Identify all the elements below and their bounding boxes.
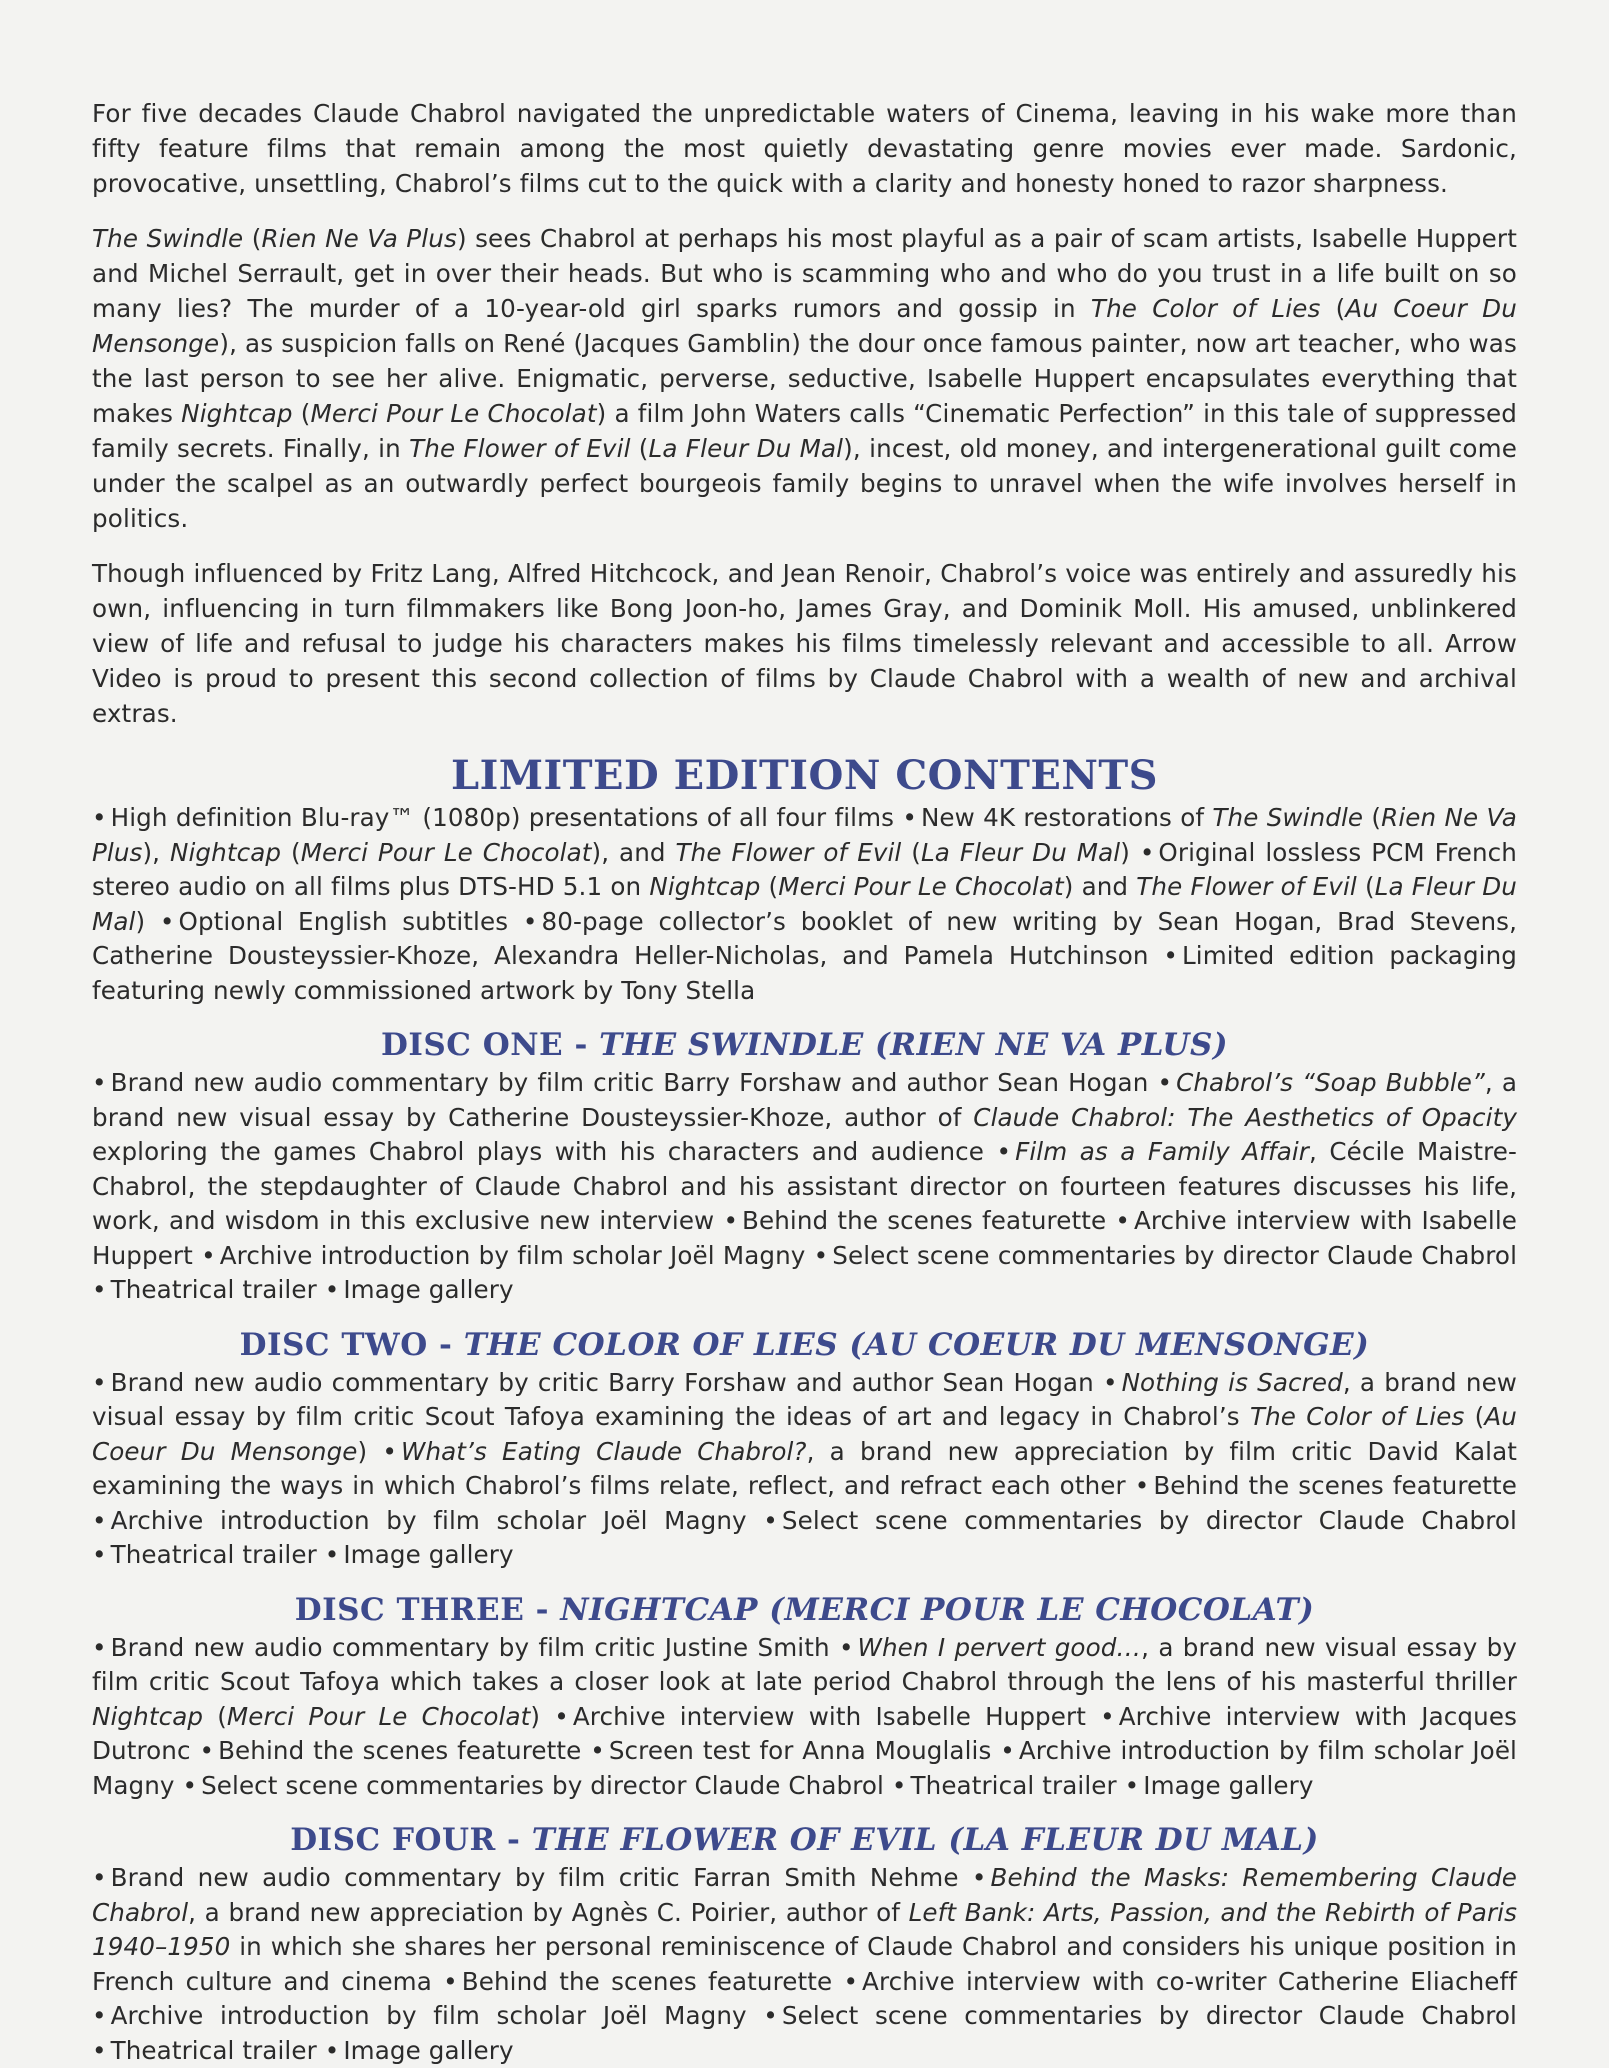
- text-run: Archive interview with Jacques Dutronc: [92, 1701, 1517, 1765]
- italic-text: Merci Pour Le Chocolat: [310, 399, 597, 428]
- italic-text: The Flower of Evil: [675, 837, 902, 867]
- italic-text: Merci Pour Le Chocolat: [226, 1701, 531, 1731]
- text-run: (: [630, 434, 649, 463]
- text-run: (: [281, 837, 301, 867]
- text-run: exploring the games Chabrol plays with his characters and audience: [92, 1137, 985, 1166]
- bullet-icon: •: [382, 1436, 398, 1466]
- list-item: [892, 1771, 1117, 1800]
- text-run: ) a film John Waters calls “Cinematic Perfection” in this tale of suppressed family secrets. Finally, in: [92, 399, 1517, 463]
- italic-text: Nightcap: [649, 872, 761, 901]
- italic-text: Nightcap: [92, 1701, 204, 1731]
- bullet-icon: •: [1134, 1471, 1150, 1500]
- bullet-icon: •: [201, 1240, 216, 1270]
- list-item: [92, 1275, 317, 1304]
- section-title-disc1: [92, 1026, 1517, 1064]
- text-run: ), as suspicion falls on René (Jacques Gamblin) the dour once famous painter, now art teacher, who was the last person to see her alive. Enigmatic, perverse, seductive, Isabelle Huppert encapsulates everything that makes: [92, 329, 1517, 428]
- list-item: [201, 1241, 805, 1270]
- bullet-icon: •: [838, 1632, 854, 1662]
- italic-text: The Swindle: [92, 224, 244, 253]
- text-run: Theatrical trailer: [110, 1275, 317, 1304]
- italic-text: La Fleur Du Mal: [92, 872, 1517, 936]
- italic-text: The Flower of Evil: [409, 434, 631, 463]
- text-run: Brand new audio commentary by film critic Justine Smith: [110, 1632, 830, 1662]
- text-run: Archive introduction by film scholar Joël Magny: [110, 1505, 747, 1535]
- text-run: Archive interview with Isabelle Huppert: [92, 1206, 1518, 1270]
- list-item: [92, 1863, 959, 1892]
- italic-text: La Fleur Du Mal: [648, 434, 844, 463]
- text-run: , Cécile Maistre-Chabrol, the stepdaughter of Claude Chabrol and his assistant director on fourteen features discusses his life, work, and wisdom in this exclusive new interview: [92, 1137, 1517, 1235]
- bullet-icon: •: [92, 1540, 107, 1569]
- list-item: [763, 2001, 1517, 2030]
- text-run: (: [1320, 294, 1346, 323]
- section-title-text: DISC TWO -: [239, 1326, 464, 1363]
- text-run: Brand new audio commentary by film critic Farran Smith Nehme: [110, 1863, 959, 1892]
- text-run: Image gallery: [343, 2035, 514, 2065]
- list-item: [723, 1206, 1106, 1235]
- section-list-limited: [92, 801, 1517, 1008]
- text-run: ): [530, 1701, 541, 1731]
- text-run: ): [135, 906, 146, 936]
- list-item: [92, 2001, 747, 2030]
- text-run: ) sees Chabrol at perhaps his most playful as a pair of scam artists, Isabelle Huppert and Michel Serrault, get in over their heads. But who is scamming who and who do you trust in a life built on so many lies? The murder of a 10-year-old girl sparks rumors and gossip in: [92, 224, 1517, 323]
- section-title-disc2: [92, 1326, 1517, 1364]
- text-run: Behind the scenes featurette: [742, 1206, 1107, 1235]
- text-run: Theatrical trailer: [910, 1770, 1117, 1800]
- bullet-icon: •: [443, 1966, 458, 1996]
- bullet-icon: •: [996, 1137, 1012, 1166]
- list-item: [92, 1506, 747, 1535]
- bullet-icon: •: [92, 1632, 107, 1662]
- section-title-text: THE FLOWER OF EVIL (LA FLEUR DU MAL): [531, 1822, 1319, 1858]
- section-title-text: THE COLOR OF LIES (AU COEUR DU MENSONGE): [463, 1326, 1370, 1363]
- bullet-icon: •: [902, 803, 917, 832]
- text-run: ): [1120, 837, 1130, 867]
- contents-sections: [92, 753, 1517, 2068]
- italic-text: Claude Chabrol: The Aesthetics of Opacity: [973, 1102, 1517, 1132]
- list-item: [1135, 1471, 1517, 1500]
- bullet-icon: •: [843, 1966, 859, 1996]
- italic-text: Nothing is Sacred: [1121, 1367, 1343, 1397]
- section-title-text: NIGHTCAP (MERCI POUR LE CHOCOLAT): [560, 1591, 1315, 1628]
- text-run: (: [901, 837, 921, 867]
- text-run: Limited edition packaging featuring newly commissioned artwork by Tony Stella: [92, 941, 1517, 1005]
- bullet-icon: •: [723, 1206, 739, 1235]
- section-title-text: DISC ONE -: [380, 1027, 600, 1063]
- text-run: (: [243, 224, 262, 253]
- text-run: Archive introduction by film scholar Joël Magny: [92, 1736, 1517, 1800]
- list-item: [763, 1506, 1517, 1535]
- text-run: Theatrical trailer: [110, 2035, 317, 2065]
- list-item: [325, 1540, 514, 1569]
- intro-paragraph-1: For five decades Claude Chabrol navigated the unpredictable waters of Cinema, leaving in his wake more than fifty feature films that remain among the most quietly devastating genre movies ever made. Sardonic, provocative, unsettling, Chabrol’s films cut to the quick with a clarity and honesty honed to razor sharpness.: [92, 99, 1517, 198]
- list-item: [1125, 1771, 1314, 1800]
- bullet-icon: •: [92, 1367, 107, 1397]
- text-run: 80-page collector’s booklet of new writing by Sean Hogan, Brad Stevens, Catherine Dousteyssier-Khoze, Alexandra Heller-Nicholas, and Pamela Hutchinson: [92, 906, 1518, 970]
- italic-text: What’s Eating Claude Chabrol?: [401, 1436, 807, 1466]
- intro-paragraph-2: [92, 221, 1517, 536]
- bullet-icon: •: [92, 2035, 107, 2065]
- bullet-icon: •: [92, 803, 107, 832]
- text-run: , a brand new visual essay by film critic Scout Tafoya examining the ideas of art and legacy in Chabrol’s: [92, 1367, 1518, 1431]
- section-title-text: THE SWINDLE (RIEN NE VA PLUS): [599, 1027, 1228, 1063]
- list-item: [92, 1633, 830, 1662]
- bullet-icon: •: [92, 2001, 107, 2030]
- text-run: Brand new audio commentary by film critic Barry Forshaw and author Sean Hogan: [110, 1068, 1149, 1097]
- text-run: Screen test for Anna Mouglalis: [608, 1736, 992, 1765]
- bullet-icon: •: [1100, 1701, 1115, 1731]
- section-title-limited: [92, 753, 1517, 799]
- italic-text: Rien Ne Va Plus: [261, 224, 457, 253]
- text-run: Archive introduction by film scholar Joël Magny: [110, 2001, 747, 2030]
- italic-text: Behind the Masks: Remembering Claude Chabrol: [92, 1863, 1518, 1927]
- section-title-text: LIMITED EDITION CONTENTS: [450, 752, 1159, 799]
- list-item: [182, 1771, 884, 1800]
- italic-text: Chabrol’s “Soap Bubble”: [1176, 1068, 1485, 1097]
- bullet-icon: •: [92, 1275, 107, 1304]
- list-item: [92, 1368, 1094, 1397]
- text-run: (: [1356, 872, 1375, 901]
- italic-text: The Swindle: [1212, 803, 1364, 832]
- text-run: ): [357, 1436, 368, 1466]
- bullet-icon: •: [1000, 1736, 1015, 1765]
- list-item: [92, 1068, 1148, 1097]
- section-title-disc4: [92, 1821, 1517, 1859]
- text-run: Select scene commentaries by director Claude Chabrol: [832, 1240, 1517, 1270]
- list-item: [92, 2036, 317, 2065]
- bullet-icon: •: [1157, 1068, 1173, 1097]
- text-run: ), and: [591, 837, 676, 867]
- bullet-icon: •: [92, 1068, 107, 1097]
- text-run: , a brand new visual essay by film critic Scout Tafoya which takes a closer look at late period Chabrol through the lens of his masterful thriller: [92, 1632, 1517, 1696]
- bullet-icon: •: [159, 906, 175, 936]
- italic-text: Au Coeur Du Mensonge: [92, 294, 1517, 358]
- list-item: [160, 907, 508, 936]
- text-run: Optional English subtitles: [178, 906, 509, 936]
- section-list-disc3: [92, 1631, 1517, 1804]
- text-run: Image gallery: [343, 1275, 514, 1304]
- bullet-icon: •: [1139, 837, 1155, 867]
- bullet-icon: •: [590, 1736, 605, 1765]
- italic-text: Rien Ne Va Plus: [92, 803, 1517, 867]
- text-run: New 4K restorations of: [920, 803, 1213, 832]
- text-run: (: [292, 399, 311, 428]
- text-run: Image gallery: [343, 1540, 514, 1569]
- section-list-disc2: [92, 1366, 1517, 1573]
- text-run: Behind the scenes featurette: [461, 1966, 833, 1996]
- bullet-icon: •: [1102, 1367, 1118, 1397]
- section-list-disc4: [92, 1861, 1517, 2068]
- section-title-text: DISC THREE -: [294, 1591, 561, 1628]
- list-item: [325, 2036, 514, 2065]
- text-run: Select scene commentaries by director Claude Chabrol: [201, 1770, 884, 1800]
- bullet-icon: •: [554, 1701, 569, 1731]
- text-run: Archive interview with co-writer Catherine Eliacheff: [862, 1966, 1518, 1996]
- list-item: [199, 1736, 581, 1765]
- text-run: Behind the scenes featurette: [1153, 1471, 1517, 1500]
- text-run: Brand new audio commentary by critic Barry Forshaw and author Sean Hogan: [110, 1367, 1094, 1397]
- italic-text: The Flower of Evil: [1136, 872, 1357, 901]
- section-title-text: DISC FOUR -: [290, 1822, 532, 1858]
- text-run: ),: [142, 837, 170, 867]
- bullet-icon: •: [763, 1505, 778, 1535]
- italic-text: Nightcap: [170, 837, 282, 867]
- text-run: ) and: [1063, 872, 1137, 901]
- bullet-icon: •: [324, 2035, 340, 2065]
- bullet-icon: •: [813, 1240, 829, 1270]
- text-run: (: [1464, 1402, 1485, 1431]
- bullet-icon: •: [971, 1863, 987, 1892]
- italic-text: La Fleur Du Mal: [921, 837, 1121, 867]
- text-run: High definition Blu-ray™ (1080p) presentations of all four films: [110, 803, 895, 832]
- text-run: Archive introduction by film scholar Joël Magny: [219, 1240, 806, 1270]
- italic-text: Nightcap: [181, 399, 293, 428]
- list-item: [590, 1736, 991, 1765]
- bullet-icon: •: [1124, 1770, 1140, 1800]
- text-run: (: [1363, 803, 1382, 832]
- list-item: [92, 1540, 317, 1569]
- text-run: Original lossless PCM French stereo audio on all films plus DTS-HD 5.1 on: [92, 837, 1517, 901]
- bullet-icon: •: [199, 1736, 215, 1765]
- italic-text: Merci Pour Le Chocolat: [300, 837, 592, 867]
- text-run: , a brand new appreciation by film critic David Kalat examining the ways in which Chabrol’s films relate, reflect, and refract each other: [92, 1436, 1517, 1500]
- list-item: [443, 1967, 832, 1996]
- text-run: Behind the scenes featurette: [218, 1736, 582, 1765]
- list-item: [554, 1702, 1086, 1731]
- text-run: Theatrical trailer: [110, 1540, 317, 1569]
- text-run: ), incest, old money, and intergenerational guilt come under the scalpel as an outwardly perfect bourgeois family begins to unravel when the wife involves herself in politics.: [92, 434, 1517, 533]
- text-run: Select scene commentaries by director Claude Chabrol: [781, 1505, 1517, 1535]
- italic-text: Left Bank: Arts, Passion, and the Rebirth of Paris 1940–1950: [92, 1897, 1517, 1961]
- text-run: , a brand new visual essay by Catherine Dousteyssier-Khoze, author of: [92, 1068, 1517, 1132]
- intro-paragraph-3: Though influenced by Fritz Lang, Alfred Hitchcock, and Jean Renoir, Chabrol’s voice was entirely and assuredly his own, influencing in turn filmmakers like Bong Joon-ho, James Gray, and Dominik Moll. His amused, unblinkered view of life and refusal to judge his characters makes his films timelessly relevant and accessible to all. Arrow Video is proud to present this second collection of films by Claude Chabrol with a wealth of new and archival extras.: [92, 559, 1517, 728]
- italic-text: The Color of Lies: [1249, 1402, 1465, 1431]
- italic-text: The Color of Lies: [1090, 294, 1321, 323]
- bullet-icon: •: [1163, 941, 1178, 970]
- bullet-icon: •: [92, 1863, 107, 1892]
- list-item: [92, 803, 894, 832]
- bullet-icon: •: [324, 1540, 340, 1569]
- text-run: , a brand new appreciation by Agnès C. Poirier, author of: [188, 1897, 909, 1927]
- bullet-icon: •: [763, 2001, 778, 2030]
- text-run: (: [203, 1701, 227, 1731]
- text-run: Select scene commentaries by director Claude Chabrol: [781, 2001, 1517, 2030]
- list-item: [843, 1967, 1517, 1996]
- text-run: Image gallery: [1143, 1770, 1314, 1800]
- bullet-icon: •: [324, 1275, 340, 1304]
- section-title-disc3: [92, 1591, 1517, 1629]
- list-item: [325, 1275, 514, 1304]
- bullet-icon: •: [522, 906, 538, 936]
- text-run: Archive interview with Isabelle Huppert: [572, 1701, 1086, 1731]
- text-run: in which she shares her personal reminiscence of Claude Chabrol and considers his unique position in French culture and cinema: [92, 1932, 1517, 1996]
- italic-text: Merci Pour Le Chocolat: [778, 872, 1064, 901]
- section-list-disc1: [92, 1066, 1517, 1308]
- bullet-icon: •: [92, 1505, 107, 1535]
- text-run: (: [760, 872, 779, 901]
- list-item: [814, 1241, 1517, 1270]
- bullet-icon: •: [182, 1770, 198, 1800]
- bullet-icon: •: [891, 1770, 907, 1800]
- italic-text: When I pervert good…: [857, 1632, 1142, 1662]
- italic-text: Film as a Family Affair: [1015, 1137, 1310, 1166]
- italic-text: Au Coeur Du Mensonge: [92, 1402, 1517, 1466]
- bullet-icon: •: [1115, 1206, 1130, 1235]
